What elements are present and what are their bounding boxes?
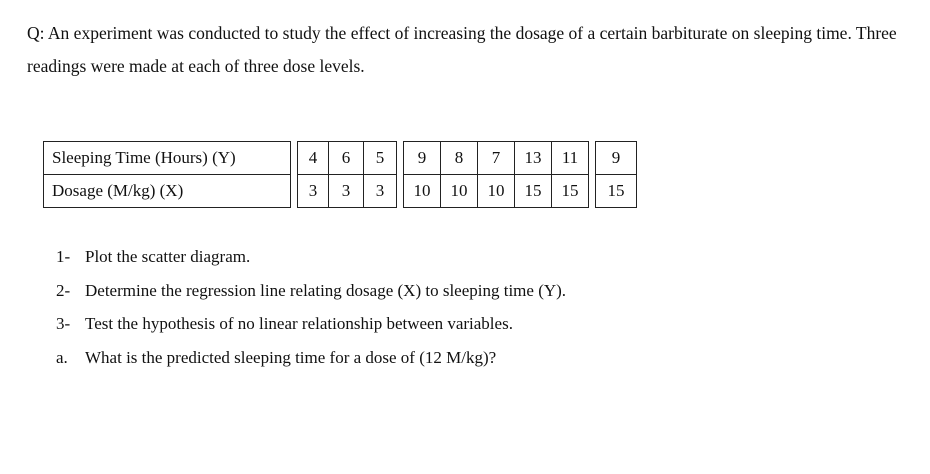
cell-x-1: 3 [298,175,329,208]
cell-x-3: 3 [364,175,397,208]
cell-y-7: 13 [515,142,552,175]
task-text: What is the predicted sleeping time for a dose of (12 M/kg)? [85,347,497,367]
task-item-2 [56,274,566,308]
cell-x-5: 10 [441,175,478,208]
task-list [56,240,566,374]
row-label-y: Sleeping Time (Hours) (Y) [44,142,291,175]
task-marker: 3- [56,314,71,333]
task-item-a [56,341,566,375]
cell-y-4: 9 [404,142,441,175]
cell-y-5: 8 [441,142,478,175]
task-text: Test the hypothesis of no linear relationship between variables. [85,314,513,333]
cell-x-8: 15 [552,175,589,208]
task-marker: a. [56,347,68,367]
table-gap [291,142,298,175]
task-text: Plot the scatter diagram. [85,247,251,266]
table-gap [589,175,596,208]
cell-y-3: 5 [364,142,397,175]
cell-y-1: 4 [298,142,329,175]
task-item-3 [56,307,566,341]
question-prefix: Q: [27,23,45,43]
cell-x-4: 10 [404,175,441,208]
table-gap [589,142,596,175]
cell-x-6: 10 [478,175,515,208]
question-body: An experiment was conducted to study the effect of increasing the dosage of a certain barbiturate on sleeping time. Three readings were made at each of three dose levels. [27,23,897,76]
row-label-x: Dosage (M/kg) (X) [44,175,291,208]
table-gap [291,175,298,208]
table-gap [397,142,404,175]
cell-x-7: 15 [515,175,552,208]
cell-y-2: 6 [329,142,364,175]
question-text [27,17,907,83]
task-text: Determine the regression line relating dosage (X) to sleeping time (Y). [85,280,567,300]
cell-y-6: 7 [478,142,515,175]
task-item-1 [56,240,566,274]
table-row-dosage [44,175,637,208]
cell-y-9: 9 [596,142,637,175]
table-gap [397,175,404,208]
task-marker: 2- [56,280,71,300]
cell-x-2: 3 [329,175,364,208]
data-table [43,141,637,208]
cell-y-8: 11 [552,142,589,175]
task-marker: 1- [56,247,71,266]
cell-x-9: 15 [596,175,637,208]
table-row-sleeping-time [44,142,637,175]
